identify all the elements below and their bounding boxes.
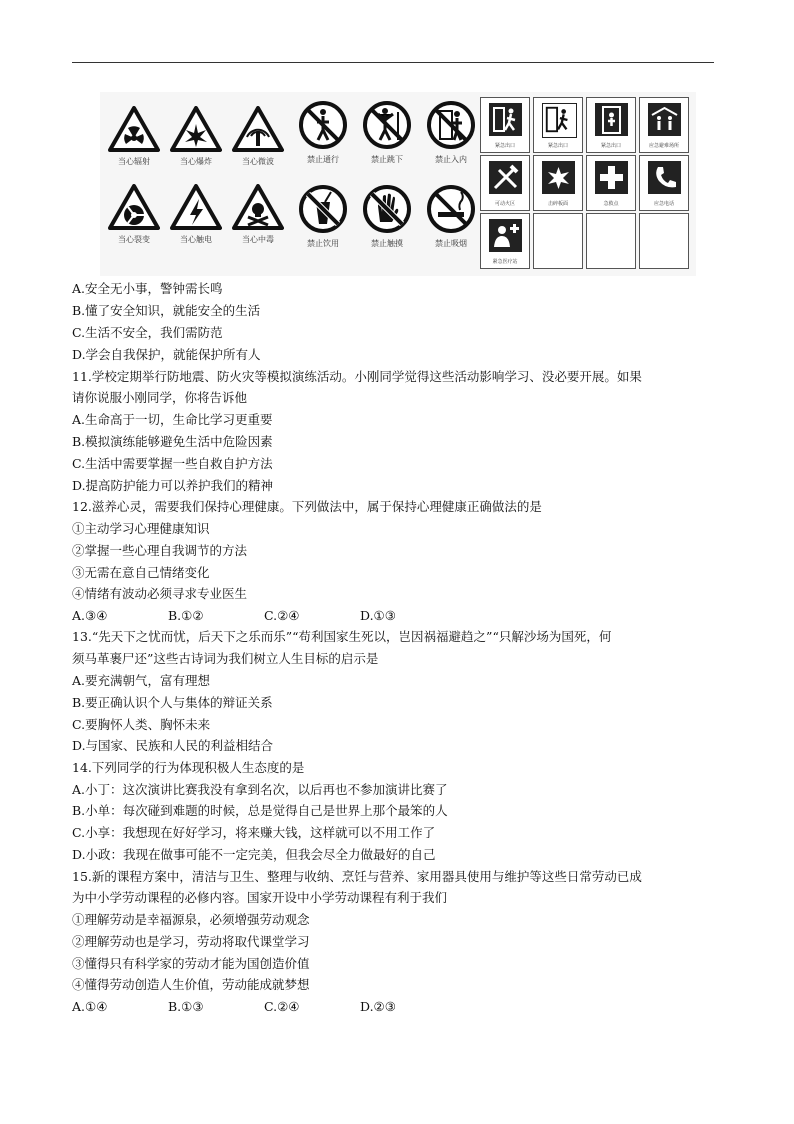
q10-option-c: C.生活不安全，我们需防范 [72, 325, 223, 340]
sign-caption: 禁止通行 [307, 155, 339, 164]
sign-caption: 禁止入内 [435, 155, 467, 164]
q15-stem-cont: 为中小学劳动课程的必修内容。国家开设中小学劳动课程有利于我们 [72, 890, 448, 905]
sign-caption: 当心微波 [242, 157, 274, 166]
q13-stem-cont: 须马革裹尸还”这些古诗词为我们树立人生目标的启示是 [72, 651, 379, 666]
poison-warning-sign [232, 184, 284, 244]
no-touching-sign [362, 184, 412, 248]
empty-cell [533, 213, 583, 269]
fission-warning-sign [108, 184, 160, 244]
q14-option-c: C.小享：我想现在好好学习，将来赚大钱，这样就可以不用工作了 [72, 825, 436, 840]
q10-option-b: B.懂了安全知识，就能安全的生活 [72, 303, 261, 318]
no-entry-sign [426, 100, 476, 164]
header-rule [72, 62, 714, 63]
medical-station-sign [480, 213, 530, 269]
q11-stem-cont: 请你说服小刚同学，你将告诉他 [72, 390, 248, 405]
q13-option-a: A.要充满朝气，富有理想 [72, 673, 211, 688]
no-jumping-sign [362, 100, 412, 164]
emergency-exit-sign [480, 97, 530, 153]
radiation-warning-sign [108, 106, 160, 166]
q13-option-b: B.要正确认识个人与集体的辩证关系 [72, 695, 273, 710]
q12-choice-b: B.①② [168, 608, 204, 623]
sign-caption: 禁止饮用 [307, 239, 339, 248]
safety-signs-figure [100, 92, 696, 276]
q14-stem: 14.下列同学的行为体现积极人生态度的是 [72, 760, 305, 775]
q15-stem: 15.新的课程方案中，清洁与卫生、整理与收纳、烹饪与营养、家用器具使用与维护等这些日常劳动已成 [72, 869, 642, 884]
no-passage-sign [298, 100, 348, 164]
q14-option-d: D.小政：我现在做事可能不一定完美，但我会尽全力做最好的自己 [72, 847, 436, 862]
sign-caption: 当心辐射 [118, 157, 150, 166]
sign-caption: 紧急出口 [494, 143, 515, 149]
q13-option-d: D.与国家、民族和人民的利益相结合 [72, 738, 274, 753]
q11-option-a: A.生命高于一切，生命比学习更重要 [72, 412, 273, 427]
q12-choice-c: C.②④ [264, 608, 300, 623]
q12-item-2: ②掌握一些心理自我调节的方法 [72, 543, 248, 558]
tools-sign [480, 155, 530, 211]
shelter-sign [639, 97, 689, 153]
q15-item-4: ④懂得劳动创造人生价值，劳动能成就梦想 [72, 977, 310, 992]
sign-caption: 击碎板面 [547, 201, 568, 207]
emergency-exit-door-sign [586, 97, 636, 153]
q12-item-3: ③无需在意自己情绪变化 [72, 565, 210, 580]
sign-caption: 当心触电 [180, 235, 212, 244]
no-smoking-sign [426, 184, 476, 248]
q11-stem: 11.学校定期举行防地震、防火灾等模拟演练活动。小刚同学觉得这些活动影响学习、没必要开展。如果 [72, 369, 642, 384]
sign-caption: 当心裂变 [118, 235, 150, 244]
q12-choice-a: A.③④ [72, 608, 108, 623]
q15-item-3: ③懂得只有科学家的劳动才能为国创造价值 [72, 956, 310, 971]
sign-caption: 禁止跳下 [371, 155, 403, 164]
q10-option-a: A.安全无小事，警钟需长鸣 [72, 281, 223, 296]
sign-caption: 禁止触摸 [371, 239, 403, 248]
sign-caption: 可动火区 [494, 201, 515, 207]
break-glass-sign [533, 155, 583, 211]
explosion-warning-sign [170, 106, 222, 166]
sign-caption: 禁止吸烟 [435, 239, 467, 248]
guide-sign-grid [480, 97, 692, 267]
q12-choices [72, 608, 472, 624]
q12-stem: 12.滋养心灵，需要我们保持心理健康。下列做法中，属于保持心理健康正确做法的是 [72, 499, 542, 514]
q15-choice-a: A.①④ [72, 999, 108, 1014]
q13-option-c: C.要胸怀人类、胸怀未来 [72, 717, 211, 732]
q15-choice-d: D.②③ [360, 999, 396, 1014]
sign-caption: 急救点 [603, 201, 619, 207]
sign-caption: 应急避难场所 [648, 143, 679, 149]
q15-item-1: ①理解劳动是幸福源泉，必须增强劳动观念 [72, 912, 310, 927]
sign-caption: 紧急出口 [547, 143, 568, 149]
q14-option-b: B.小单：每次碰到难题的时候，总是觉得自己是世界上那个最笨的人 [72, 803, 448, 818]
microwave-warning-sign [232, 106, 284, 166]
q13-stem: 13.“先天下之忧而忧，后天下之乐而乐”“苟利国家生死以，岂因祸福避趋之”“只解沙场为国死，何 [72, 629, 612, 644]
electric-shock-warning-sign [170, 184, 222, 244]
q10-option-d: D.学会自我保护，就能保护所有人 [72, 347, 261, 362]
q12-item-1: ①主动学习心理健康知识 [72, 521, 210, 536]
sign-caption: 应急电话 [653, 201, 674, 207]
first-aid-sign [586, 155, 636, 211]
q15-choices [72, 999, 472, 1015]
q12-choice-d: D.①③ [360, 608, 396, 623]
q12-item-4: ④情绪有波动必须寻求专业医生 [72, 586, 248, 601]
empty-cell [586, 213, 636, 269]
sign-caption: 紧急医疗站 [492, 259, 518, 265]
emergency-exit-sign [533, 97, 583, 153]
q11-option-b: B.模拟演练能够避免生活中危险因素 [72, 434, 273, 449]
q15-choice-c: C.②④ [264, 999, 300, 1014]
sign-caption: 当心中毒 [242, 235, 274, 244]
emergency-phone-sign [639, 155, 689, 211]
sign-caption: 当心爆炸 [180, 157, 212, 166]
q15-item-2: ②理解劳动也是学习，劳动将取代课堂学习 [72, 934, 310, 949]
q11-option-c: C.生活中需要掌握一些自救自护方法 [72, 456, 273, 471]
q15-choice-b: B.①③ [168, 999, 204, 1014]
q14-option-a: A.小丁：这次演讲比赛我没有拿到名次，以后再也不参加演讲比赛了 [72, 782, 448, 797]
sign-caption: 紧急出口 [600, 143, 621, 149]
no-drinking-sign [298, 184, 348, 248]
q11-option-d: D.提高防护能力可以养护我们的精神 [72, 478, 274, 493]
empty-cell [639, 213, 689, 269]
